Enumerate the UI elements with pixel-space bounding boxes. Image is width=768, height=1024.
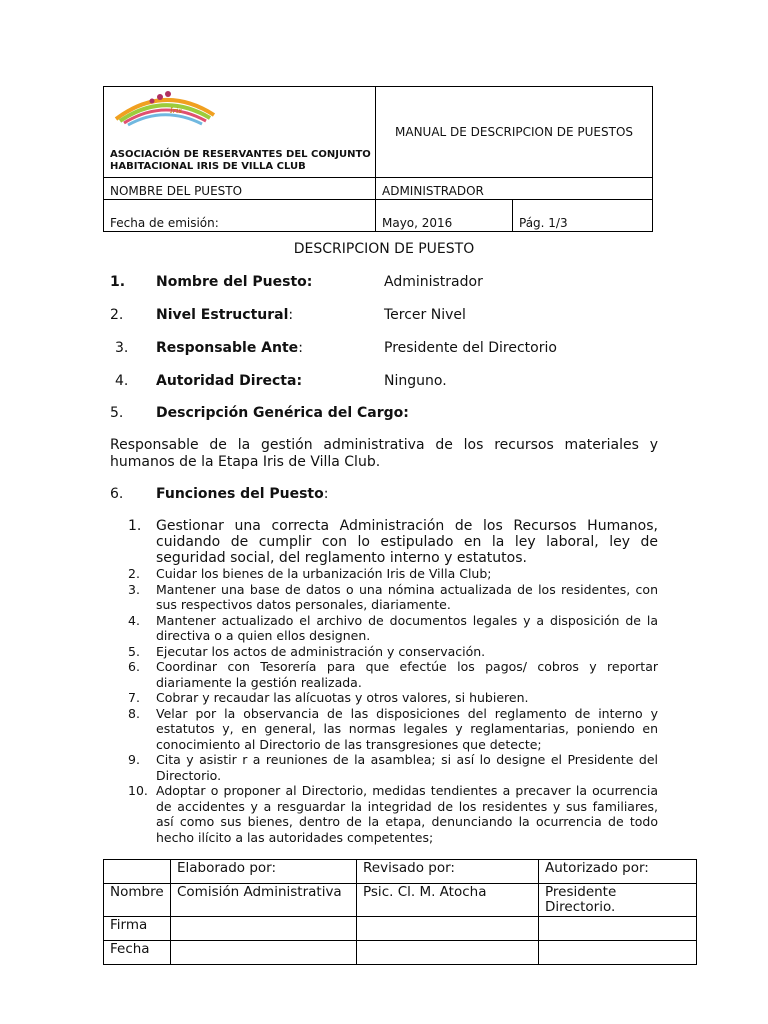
fecha-label: Fecha de emisión:	[104, 200, 376, 232]
list-item	[110, 644, 658, 660]
list-item	[110, 518, 658, 566]
signature-header-autorizado: Autorizado por:	[539, 860, 697, 884]
list-item-number: 5.	[128, 643, 140, 659]
item-2-value: Tercer Nivel	[384, 307, 466, 323]
list-item	[110, 752, 658, 783]
signature-cell-revisado-firma	[357, 917, 539, 941]
signature-cell-elaborado-fecha	[171, 941, 357, 965]
signature-cell-revisado-nombre: Psic. Cl. M. Atocha	[357, 884, 539, 917]
signature-table	[103, 859, 697, 965]
fecha-value: Mayo, 2016	[376, 200, 513, 232]
item-3-number: 3.	[115, 340, 129, 356]
signature-row-label-firma: Firma	[104, 917, 171, 941]
item-3-value: Presidente del Directorio	[384, 340, 557, 356]
manual-title: MANUAL DE DESCRIPCION DE PUESTOS	[376, 87, 653, 178]
item-2-label-group	[156, 307, 293, 323]
item-1-number: 1.	[110, 274, 126, 290]
signature-cell-autorizado-fecha	[539, 941, 697, 965]
signature-header-elaborado: Elaborado por:	[171, 860, 357, 884]
item-3-label: Responsable Ante	[156, 340, 299, 356]
list-item-number: 7.	[128, 690, 140, 705]
signature-cell-autorizado-nombre: Presidente Directorio.	[539, 884, 697, 917]
item-1-value: Administrador	[384, 274, 483, 290]
section-5-label: Descripción Genérica del Cargo:	[156, 405, 409, 421]
document-title: DESCRIPCION DE PUESTO	[293, 241, 475, 257]
list-item	[110, 613, 658, 644]
item-4-number: 4.	[115, 373, 129, 389]
signature-row-label-fecha: Fecha	[104, 941, 171, 965]
list-item	[110, 783, 658, 845]
list-item-number: 3.	[128, 581, 140, 597]
list-item-number: 4.	[128, 612, 140, 628]
list-item	[110, 582, 658, 613]
section-6-suffix: :	[323, 486, 329, 502]
generic-description: Responsable de la gestión administrativa de los recursos materiales y humanos de la Etapa Iris de Villa Club.	[110, 437, 658, 470]
signature-header-empty	[104, 860, 171, 884]
item-3-label-group	[156, 340, 303, 356]
logo-cell	[104, 87, 376, 178]
page-number: Pág. 1/3	[513, 200, 653, 232]
list-item-number: 2.	[128, 566, 140, 581]
section-5-number: 5.	[110, 405, 124, 421]
list-item	[110, 690, 658, 706]
item-2-label: Nivel Estructural	[156, 307, 289, 323]
list-item	[110, 706, 658, 753]
list-item-text: Cuidar los bienes de la urbanización Iris de Villa Club;	[156, 566, 492, 581]
section-6-label: Funciones del Puesto	[156, 486, 324, 502]
list-item-number: 10.	[128, 783, 148, 798]
list-item-text: Gestionar una correcta Administración de los Recursos Humanos, cuidando de cumplir con lo estipulado en la ley laboral, ley de seguridad social, del reglamento interno y estatutos.	[156, 518, 658, 566]
item-4-label: Autoridad Directa:	[156, 373, 303, 389]
list-item-text: Cita y asistir r a reuniones de la asamblea; si así lo designe el Presidente del Directorio.	[156, 752, 658, 783]
item-4-value: Ninguno.	[384, 373, 447, 389]
list-item-text: Adoptar o proponer al Directorio, medidas tendientes a precaver la ocurrencia de accidentes y a resguardar la integridad de los residentes y sus familiares, así como sus bienes, dentro de la etapa, denunciando la ocurrencia de todo hecho ilícito a las autoridades competentes;	[156, 783, 658, 845]
item-2-number: 2.	[110, 307, 124, 323]
list-item-text: Mantener actualizado el archivo de documentos legales y a disposición de la directiva o a quien ellos designen.	[156, 612, 658, 643]
list-item-text: Mantener una base de datos o una nómina actualizada de los residentes, con sus respectivos datos personales, diariamente.	[156, 581, 658, 612]
header-table	[103, 86, 653, 232]
signature-header-revisado: Revisado por:	[357, 860, 539, 884]
section-6-number: 6.	[110, 486, 124, 502]
item-3-suffix: :	[298, 340, 303, 356]
rainbow-logo-icon	[112, 89, 218, 129]
signature-cell-elaborado-nombre: Comisión Administrativa	[171, 884, 357, 917]
list-item-number: 1.	[128, 518, 142, 534]
signature-cell-autorizado-firma	[539, 917, 697, 941]
logo-text: Iris	[170, 107, 182, 115]
item-1-label: Nombre del Puesto:	[156, 274, 313, 290]
puesto-label: NOMBRE DEL PUESTO	[104, 178, 376, 200]
signature-cell-elaborado-firma	[171, 917, 357, 941]
puesto-value: ADMINISTRADOR	[376, 178, 653, 200]
list-item-text: Ejecutar los actos de administración y conservación.	[156, 643, 486, 659]
item-2-suffix: :	[288, 307, 294, 323]
section-6-label-group	[156, 486, 328, 502]
organization-name: ASOCIACIÓN DE RESERVANTES DEL CONJUNTO HABITACIONAL IRIS DE VILLA CLUB	[110, 149, 371, 172]
list-item	[110, 566, 658, 582]
list-item-text: Velar por la observancia de las disposiciones del reglamento de interno y estatutos y, en general, las normas legales y reglamentarias, poniendo en conocimiento al Directorio de las transgresiones que detecte;	[156, 705, 658, 752]
list-item-number: 9.	[128, 752, 140, 767]
list-item	[110, 659, 658, 690]
list-item-number: 8.	[128, 705, 140, 721]
functions-list	[110, 518, 658, 845]
list-item-text: Cobrar y recaudar las alícuotas y otros valores, si hubieren.	[156, 690, 529, 705]
list-item-number: 6.	[128, 659, 140, 674]
list-item-text: Coordinar con Tesorería para que efectúe los pagos/ cobros y reportar diariamente la gestión realizada.	[156, 659, 658, 690]
signature-row-label-nombre: Nombre	[104, 884, 171, 917]
signature-cell-revisado-fecha	[357, 941, 539, 965]
